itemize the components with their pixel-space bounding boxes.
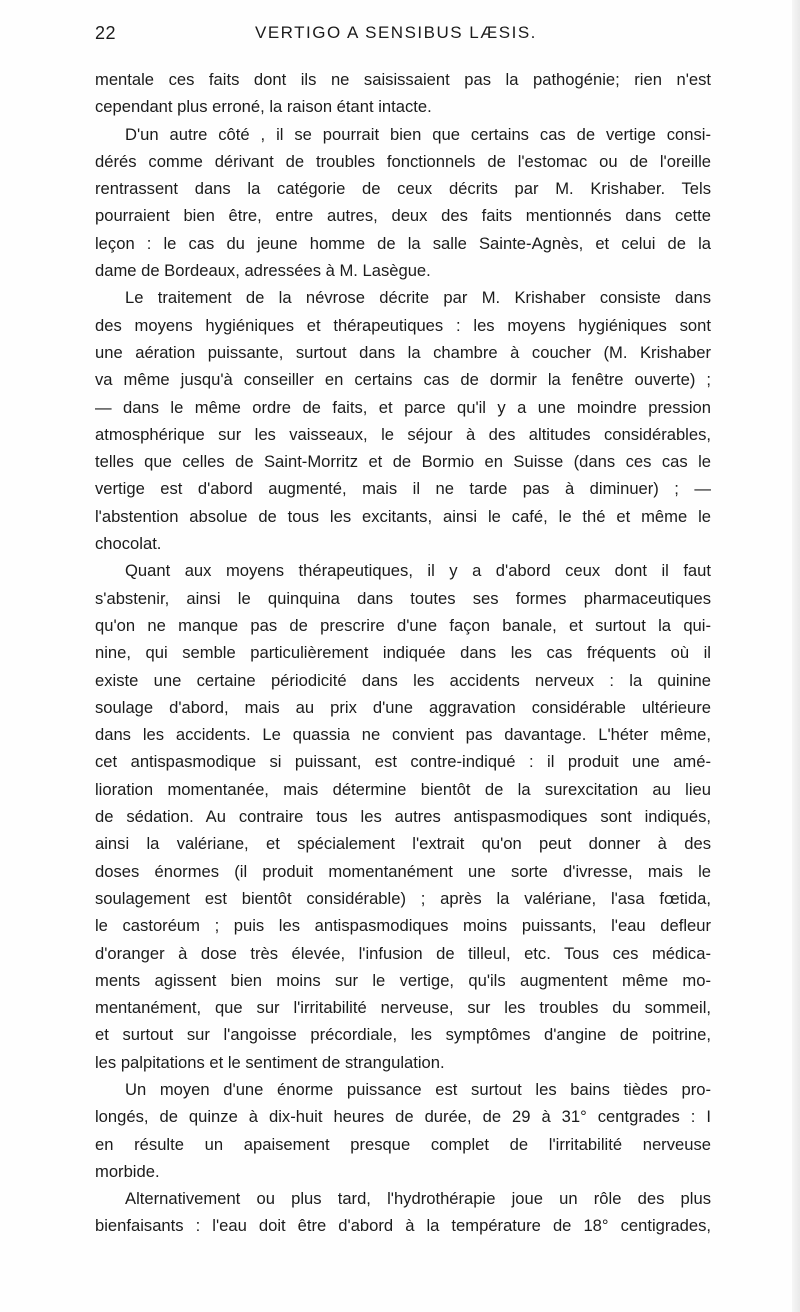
text-line: morbide. — [95, 1161, 160, 1181]
page-edge — [792, 0, 800, 1312]
text-line: — dans le même ordre de faits, et parce qu'il y a une moindre pression — [95, 397, 711, 417]
text-line: atmosphérique sur les vaisseaux, le séjour à des altitudes considérables, — [95, 424, 711, 444]
text-line: bienfaisants : l'eau doit être d'abord à la température de 18° centigrades, — [95, 1216, 711, 1236]
text-line: d'oranger à dose très élevée, l'infusion de tilleul, etc. Tous ces médica- — [95, 943, 711, 963]
text-line: telles que celles de Saint-Morritz et de Bormio en Suisse (dans ces cas le — [95, 452, 711, 472]
text-line: qu'on ne manque pas de prescrire d'une façon banale, et surtout la qui- — [95, 615, 711, 635]
text-line: longés, de quinze à dix-huit heures de durée, de 29 à 31° centgrades : I — [95, 1107, 711, 1127]
text-line: Alternativement ou plus tard, l'hydrothérapie joue un rôle des plus — [125, 1189, 711, 1209]
text-line: va même jusqu'à conseiller en certains cas de dormir la fenêtre ouverte) ; — [95, 370, 711, 390]
text-line: cependant plus erroné, la raison étant intacte. — [95, 97, 432, 117]
text-line: cet antispasmodique si puissant, est contre-indiqué : il produit une amé- — [95, 752, 711, 772]
text-line: s'abstenir, ainsi le quinquina dans toutes ses formes pharmaceutiques — [95, 588, 711, 608]
text-line: mentanément, que sur l'irritabilité nerveuse, sur les troubles du sommeil, — [95, 998, 711, 1018]
text-line: une aération puissante, surtout dans la chambre à coucher (M. Krishaber — [95, 342, 711, 362]
text-line: existe une certaine périodicité dans les accidents nerveux : la quinine — [95, 670, 711, 690]
text-line: leçon : le cas du jeune homme de la salle Sainte-Agnès, et celui de la — [95, 233, 711, 253]
text-line: doses énormes (il produit momentanément une sorte d'ivresse, mais le — [95, 861, 711, 881]
text-line: chocolat. — [95, 534, 162, 554]
text-line: D'un autre côté , il se pourrait bien que certains cas de vertige consi- — [125, 124, 711, 144]
text-line: ainsi la valériane, et spécialement l'extrait qu'on peut donner à des — [95, 834, 711, 854]
text-line: pourraient bien être, entre autres, deux des faits mentionnés dans cette — [95, 206, 711, 226]
text-line: et surtout sur l'angoisse précordiale, les symptômes d'angine de poitrine, — [95, 1025, 711, 1045]
body-text — [95, 66, 711, 1240]
running-head — [95, 18, 711, 48]
text-line: ments agissent bien moins sur le vertige, qu'ils augmentent même mo- — [95, 970, 711, 990]
text-line: nine, qui semble particulièrement indiquée dans les cas fréquents où il — [95, 643, 711, 663]
text-line: de sédation. Au contraire tous les autres antispasmodiques sont indiqués, — [95, 807, 711, 827]
text-line: en résulte un apaisement presque complet de l'irritabilité nerveuse — [95, 1134, 711, 1154]
text-line: lioration momentanée, mais détermine bientôt de la surexcitation au lieu — [95, 779, 711, 799]
text-line: Quant aux moyens thérapeutiques, il y a d'abord ceux dont il faut — [125, 561, 711, 581]
text-line: l'abstention absolue de tous les excitants, ainsi le café, le thé et même le — [95, 506, 711, 526]
text-line: le castoréum ; puis les antispasmodiques moins puissants, l'eau defleur — [95, 916, 711, 936]
text-line: les palpitations et le sentiment de strangulation. — [95, 1052, 445, 1072]
text-line: rentrassent dans la catégorie de ceux décrits par M. Krishaber. Tels — [95, 179, 711, 199]
text-line: des moyens hygiéniques et thérapeutiques : les moyens hygiéniques sont — [95, 315, 711, 335]
text-line: soulagement est bientôt considérable) ; après la valériane, l'asa fœtida, — [95, 888, 711, 908]
text-line: soulage d'abord, mais au prix d'une aggravation considérable ultérieure — [95, 697, 711, 717]
text-line: mentale ces faits dont ils ne saisissaient pas la pathogénie; rien n'est — [95, 70, 711, 89]
running-title: VERTIGO A SENSIBUS LÆSIS. — [255, 23, 537, 42]
page-number: 22 — [95, 23, 117, 43]
text-line: Un moyen d'une énorme puissance est surtout les bains tièdes pro- — [125, 1079, 711, 1099]
text-line: dans les accidents. Le quassia ne convient pas davantage. L'héter même, — [95, 725, 711, 745]
text-line: dérés comme dérivant de troubles fonctionnels de l'estomac ou de l'oreille — [95, 151, 711, 171]
text-line: dame de Bordeaux, adressées à M. Lasègue. — [95, 261, 431, 281]
text-line: vertige est d'abord augmenté, mais il ne tarde pas à diminuer) ; — — [95, 479, 711, 499]
text-line: Le traitement de la névrose décrite par M. Krishaber consiste dans — [125, 288, 711, 308]
